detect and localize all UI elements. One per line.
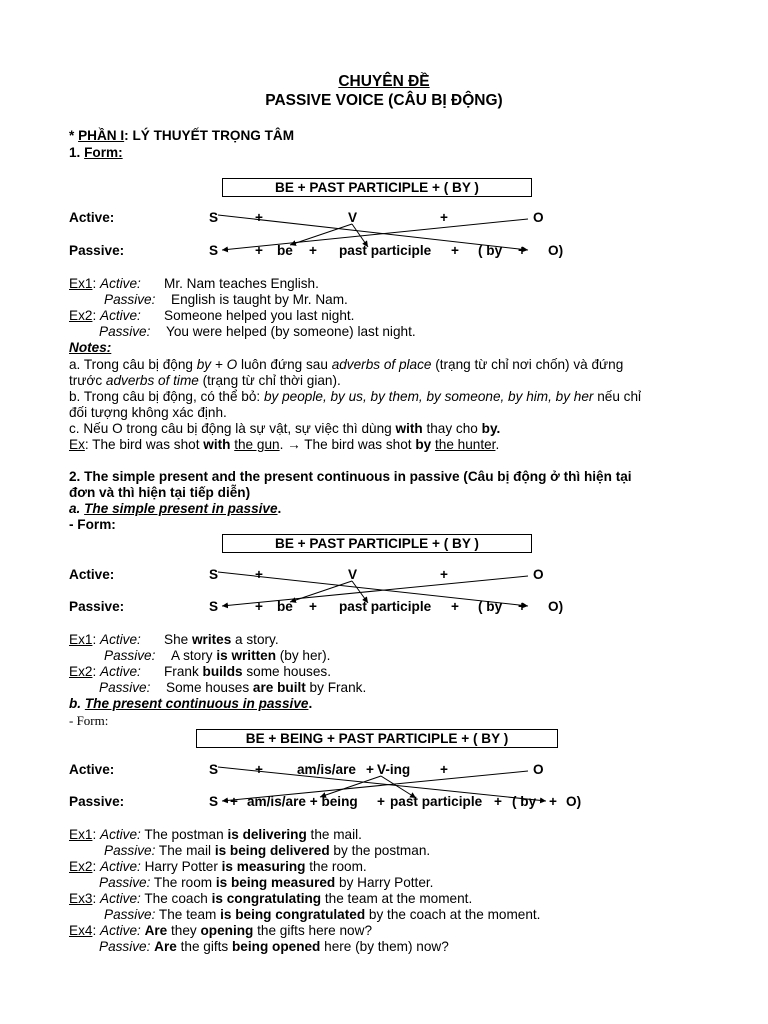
s2b-example-1-passive: Passive: The mail is being delivered by the postman. xyxy=(104,843,431,858)
doc-title-line1: CHUYÊN ĐỀ xyxy=(338,73,430,90)
example-2-passive-label: Passive: xyxy=(99,324,151,339)
note-a-line1: a. Trong câu bị động by + O luôn đứng sau adverbs of place (trạng từ chỉ nơi chốn) và đứng xyxy=(69,357,624,372)
active-row-1: Active: S + V + O xyxy=(69,210,544,225)
example-1-active-text: Mr. Nam teaches English. xyxy=(164,276,319,291)
formula-box-3: BE + BEING + PAST PARTICIPLE + ( BY ) xyxy=(196,729,558,748)
notes-label: Notes: xyxy=(69,340,112,355)
example-2-passive-text: You were helped (by someone) last night. xyxy=(166,324,416,339)
example-1: Ex1: Active: xyxy=(69,276,141,291)
section2-heading-line1: 2. The simple present and the present continuous in passive (Câu bị động ở thì hiện tại xyxy=(69,469,632,484)
s2-example-2-passive-label: Passive: xyxy=(99,680,151,695)
example-1-passive-text: English is taught by Mr. Nam. xyxy=(171,292,348,307)
passive-row-1: Passive: S + be + past participle + ( by + O) xyxy=(69,243,564,258)
s2-example-2: Ex2: Active: xyxy=(69,664,141,679)
note-b-line1: b. Trong câu bị động, có thể bỏ: by people, by us, by them, by someone, by him, by her nếu chỉ xyxy=(69,389,642,404)
section2-heading-line2: đơn và thì hiện tại tiếp diễn) xyxy=(69,485,251,500)
note-example: Ex: The bird was shot with the gun. → The bird was shot by the hunter. xyxy=(69,437,500,452)
note-c: c. Nếu O trong câu bị động là sự vật, sự việc thì dùng with thay cho by. xyxy=(69,421,501,436)
passive-row-2: Passive: S + be + past participle + ( by + O) xyxy=(69,599,564,614)
active-row-3: Active: S + am/is/are + V-ing + O xyxy=(69,762,544,777)
s2b-example-2-passive: Passive: The room is being measured by Harry Potter. xyxy=(99,875,434,890)
s2b-example-3-passive: Passive: The team is being congratulated by the coach at the moment. xyxy=(104,907,541,922)
example-2: Ex2: Active: xyxy=(69,308,141,323)
note-b-line2: đối tượng không xác định. xyxy=(69,405,227,420)
section2a-form-label: - Form: xyxy=(69,517,116,532)
s2-example-1-active-text: She writes a story. xyxy=(164,632,279,647)
s2b-example-4-passive: Passive: Are the gifts being opened here (by them) now? xyxy=(99,939,449,954)
s2b-example-4: Ex4: Active: Are they opening the gifts here now? xyxy=(69,923,372,938)
s2b-example-1: Ex1: Active: The postman is delivering the mail. xyxy=(69,827,362,842)
form1-heading: 1. Form: xyxy=(69,145,123,160)
s2-example-2-passive-text: Some houses are built by Frank. xyxy=(166,680,367,695)
formula-box-1: BE + PAST PARTICIPLE + ( BY ) xyxy=(222,178,532,197)
section2b-form-label: - Form: xyxy=(69,713,109,728)
s2b-example-3: Ex3: Active: The coach is congratulating the team at the moment. xyxy=(69,891,473,906)
s2-example-2-active-text: Frank builds some houses. xyxy=(164,664,331,679)
s2-example-1: Ex1: Active: xyxy=(69,632,141,647)
formula-box-2: BE + PAST PARTICIPLE + ( BY ) xyxy=(222,534,532,553)
section2a-heading: a. The simple present in passive. xyxy=(69,501,282,516)
example-1-passive-label: Passive: xyxy=(104,292,156,307)
passive-row-3: Passive: S + am/is/are + being + past participle + ( by + O) xyxy=(69,794,582,809)
section2b-heading: b. The present continuous in passive. xyxy=(69,696,313,711)
s2b-example-2: Ex2: Active: Harry Potter is measuring the room. xyxy=(69,859,367,874)
example-2-active-text: Someone helped you last night. xyxy=(164,308,355,323)
active-row-2: Active: S + V + O xyxy=(69,567,544,582)
part1-heading: * PHẦN I: LÝ THUYẾT TRỌNG TÂM xyxy=(69,128,295,143)
s2-example-1-passive-text: A story is written (by her). xyxy=(171,648,331,663)
doc-title-line2: PASSIVE VOICE (CÂU BỊ ĐỘNG) xyxy=(265,92,503,109)
note-a-line2: trước adverbs of time (trạng từ chỉ thời gian). xyxy=(69,373,341,388)
s2-example-1-passive-label: Passive: xyxy=(104,648,156,663)
